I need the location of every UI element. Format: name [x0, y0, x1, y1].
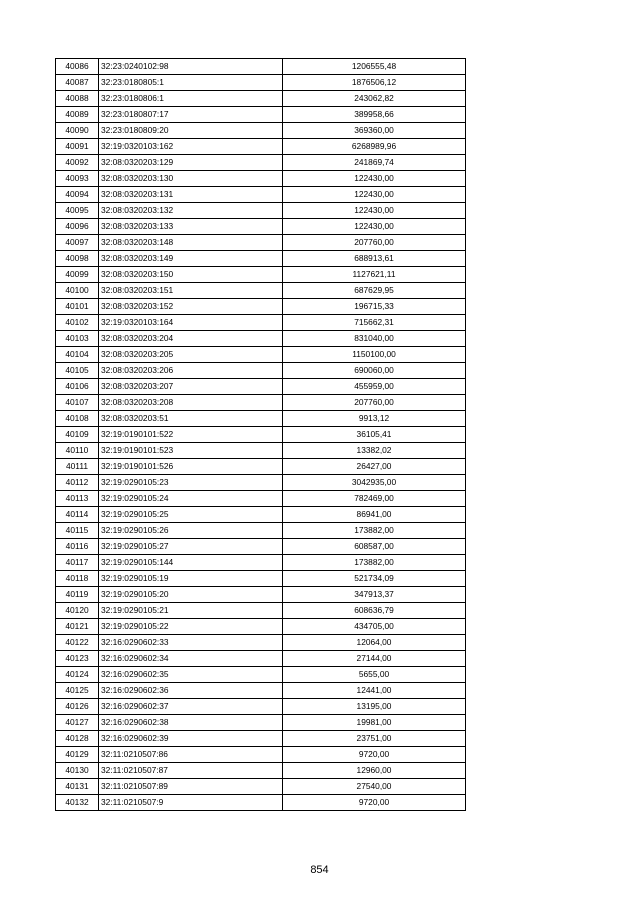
row-number-cell: 40099	[56, 267, 99, 283]
cadastral-number-cell: 32:08:0320203:133	[99, 219, 283, 235]
row-number-cell: 40117	[56, 555, 99, 571]
cadastral-number-cell: 32:08:0320203:206	[99, 363, 283, 379]
value-cell: 9720,00	[283, 795, 466, 811]
row-number-cell: 40121	[56, 619, 99, 635]
table-body	[56, 59, 466, 811]
table-row	[56, 379, 466, 395]
table-row	[56, 299, 466, 315]
value-cell: 86941,00	[283, 507, 466, 523]
cadastral-number-cell: 32:19:0290105:23	[99, 475, 283, 491]
row-number-cell: 40086	[56, 59, 99, 75]
row-number-cell: 40130	[56, 763, 99, 779]
cadastral-number-cell: 32:08:0320203:130	[99, 171, 283, 187]
row-number-cell: 40115	[56, 523, 99, 539]
cadastral-number-cell: 32:19:0190101:526	[99, 459, 283, 475]
value-cell: 12441,00	[283, 683, 466, 699]
row-number-cell: 40091	[56, 139, 99, 155]
row-number-cell: 40101	[56, 299, 99, 315]
cadastre-table-container	[55, 58, 466, 811]
value-cell: 207760,00	[283, 235, 466, 251]
page-number: 854	[310, 864, 329, 876]
value-cell: 173882,00	[283, 523, 466, 539]
value-cell: 3042935,00	[283, 475, 466, 491]
table-row	[56, 363, 466, 379]
cadastral-number-cell: 32:19:0290105:26	[99, 523, 283, 539]
row-number-cell: 40125	[56, 683, 99, 699]
row-number-cell: 40124	[56, 667, 99, 683]
value-cell: 688913,61	[283, 251, 466, 267]
value-cell: 347913,37	[283, 587, 466, 603]
table-row	[56, 683, 466, 699]
value-cell: 13195,00	[283, 699, 466, 715]
cadastral-number-cell: 32:19:0290105:20	[99, 587, 283, 603]
table-row	[56, 715, 466, 731]
row-number-cell: 40126	[56, 699, 99, 715]
table-row	[56, 139, 466, 155]
row-number-cell: 40088	[56, 91, 99, 107]
value-cell: 1876506,12	[283, 75, 466, 91]
row-number-cell: 40102	[56, 315, 99, 331]
table-row	[56, 91, 466, 107]
table-row	[56, 427, 466, 443]
cadastral-number-cell: 32:08:0320203:204	[99, 331, 283, 347]
row-number-cell: 40093	[56, 171, 99, 187]
cadastral-number-cell: 32:19:0290105:22	[99, 619, 283, 635]
cadastral-number-cell: 32:11:0210507:89	[99, 779, 283, 795]
table-row	[56, 475, 466, 491]
value-cell: 782469,00	[283, 491, 466, 507]
value-cell: 122430,00	[283, 203, 466, 219]
cadastral-number-cell: 32:23:0180806:1	[99, 91, 283, 107]
row-number-cell: 40120	[56, 603, 99, 619]
row-number-cell: 40114	[56, 507, 99, 523]
row-number-cell: 40097	[56, 235, 99, 251]
table-row	[56, 347, 466, 363]
row-number-cell: 40129	[56, 747, 99, 763]
cadastral-number-cell: 32:16:0290602:34	[99, 651, 283, 667]
table-row	[56, 59, 466, 75]
row-number-cell: 40123	[56, 651, 99, 667]
value-cell: 1206555,48	[283, 59, 466, 75]
table-row	[56, 411, 466, 427]
table-row	[56, 619, 466, 635]
row-number-cell: 40111	[56, 459, 99, 475]
value-cell: 369360,00	[283, 123, 466, 139]
table-row	[56, 667, 466, 683]
table-row	[56, 523, 466, 539]
value-cell: 6268989,96	[283, 139, 466, 155]
value-cell: 207760,00	[283, 395, 466, 411]
value-cell: 26427,00	[283, 459, 466, 475]
row-number-cell: 40118	[56, 571, 99, 587]
cadastral-number-cell: 32:19:0290105:27	[99, 539, 283, 555]
row-number-cell: 40107	[56, 395, 99, 411]
cadastral-number-cell: 32:19:0290105:21	[99, 603, 283, 619]
value-cell: 521734,09	[283, 571, 466, 587]
row-number-cell: 40094	[56, 187, 99, 203]
table-row	[56, 155, 466, 171]
value-cell: 455959,00	[283, 379, 466, 395]
row-number-cell: 40109	[56, 427, 99, 443]
table-row	[56, 315, 466, 331]
row-number-cell: 40119	[56, 587, 99, 603]
table-row	[56, 539, 466, 555]
cadastre-table	[55, 58, 466, 811]
table-row	[56, 587, 466, 603]
table-row	[56, 107, 466, 123]
value-cell: 12960,00	[283, 763, 466, 779]
cadastral-number-cell: 32:08:0320203:205	[99, 347, 283, 363]
cadastral-number-cell: 32:23:0180807:17	[99, 107, 283, 123]
row-number-cell: 40108	[56, 411, 99, 427]
row-number-cell: 40106	[56, 379, 99, 395]
value-cell: 27540,00	[283, 779, 466, 795]
table-row	[56, 491, 466, 507]
value-cell: 5655,00	[283, 667, 466, 683]
cadastral-number-cell: 32:08:0320203:132	[99, 203, 283, 219]
table-row	[56, 459, 466, 475]
row-number-cell: 40098	[56, 251, 99, 267]
table-row	[56, 747, 466, 763]
row-number-cell: 40116	[56, 539, 99, 555]
table-row	[56, 571, 466, 587]
table-row	[56, 395, 466, 411]
row-number-cell: 40104	[56, 347, 99, 363]
table-row	[56, 123, 466, 139]
value-cell: 19981,00	[283, 715, 466, 731]
table-row	[56, 203, 466, 219]
value-cell: 389958,66	[283, 107, 466, 123]
cadastral-number-cell: 32:16:0290602:39	[99, 731, 283, 747]
value-cell: 241869,74	[283, 155, 466, 171]
cadastral-number-cell: 32:11:0210507:87	[99, 763, 283, 779]
row-number-cell: 40103	[56, 331, 99, 347]
cadastral-number-cell: 32:16:0290602:35	[99, 667, 283, 683]
row-number-cell: 40122	[56, 635, 99, 651]
row-number-cell: 40110	[56, 443, 99, 459]
value-cell: 1150100,00	[283, 347, 466, 363]
cadastral-number-cell: 32:19:0320103:164	[99, 315, 283, 331]
row-number-cell: 40131	[56, 779, 99, 795]
cadastral-number-cell: 32:19:0320103:162	[99, 139, 283, 155]
cadastral-number-cell: 32:19:0290105:144	[99, 555, 283, 571]
value-cell: 243062,82	[283, 91, 466, 107]
table-row	[56, 635, 466, 651]
value-cell: 608636,79	[283, 603, 466, 619]
table-row	[56, 507, 466, 523]
row-number-cell: 40090	[56, 123, 99, 139]
cadastral-number-cell: 32:08:0320203:131	[99, 187, 283, 203]
cadastral-number-cell: 32:19:0290105:19	[99, 571, 283, 587]
cadastral-number-cell: 32:08:0320203:207	[99, 379, 283, 395]
row-number-cell: 40096	[56, 219, 99, 235]
row-number-cell: 40128	[56, 731, 99, 747]
value-cell: 122430,00	[283, 187, 466, 203]
cadastral-number-cell: 32:16:0290602:38	[99, 715, 283, 731]
table-row	[56, 795, 466, 811]
table-row	[56, 555, 466, 571]
value-cell: 434705,00	[283, 619, 466, 635]
row-number-cell: 40095	[56, 203, 99, 219]
value-cell: 122430,00	[283, 219, 466, 235]
value-cell: 690060,00	[283, 363, 466, 379]
cadastral-number-cell: 32:16:0290602:36	[99, 683, 283, 699]
table-row	[56, 235, 466, 251]
cadastral-number-cell: 32:19:0290105:25	[99, 507, 283, 523]
cadastral-number-cell: 32:08:0320203:51	[99, 411, 283, 427]
table-row	[56, 251, 466, 267]
value-cell: 9913,12	[283, 411, 466, 427]
row-number-cell: 40089	[56, 107, 99, 123]
row-number-cell: 40112	[56, 475, 99, 491]
table-row	[56, 699, 466, 715]
row-number-cell: 40127	[56, 715, 99, 731]
cadastral-number-cell: 32:19:0190101:522	[99, 427, 283, 443]
table-row	[56, 187, 466, 203]
cadastral-number-cell: 32:23:0180805:1	[99, 75, 283, 91]
cadastral-number-cell: 32:08:0320203:148	[99, 235, 283, 251]
cadastral-number-cell: 32:16:0290602:37	[99, 699, 283, 715]
row-number-cell: 40132	[56, 795, 99, 811]
table-row	[56, 219, 466, 235]
value-cell: 36105,41	[283, 427, 466, 443]
value-cell: 9720,00	[283, 747, 466, 763]
value-cell: 831040,00	[283, 331, 466, 347]
row-number-cell: 40105	[56, 363, 99, 379]
cadastral-number-cell: 32:11:0210507:9	[99, 795, 283, 811]
cadastral-number-cell: 32:19:0290105:24	[99, 491, 283, 507]
table-row	[56, 763, 466, 779]
table-row	[56, 731, 466, 747]
table-row	[56, 779, 466, 795]
value-cell: 687629,95	[283, 283, 466, 299]
value-cell: 173882,00	[283, 555, 466, 571]
table-row	[56, 651, 466, 667]
table-row	[56, 443, 466, 459]
value-cell: 196715,33	[283, 299, 466, 315]
row-number-cell: 40113	[56, 491, 99, 507]
cadastral-number-cell: 32:08:0320203:129	[99, 155, 283, 171]
cadastral-number-cell: 32:08:0320203:149	[99, 251, 283, 267]
value-cell: 122430,00	[283, 171, 466, 187]
cadastral-number-cell: 32:08:0320203:152	[99, 299, 283, 315]
table-row	[56, 283, 466, 299]
row-number-cell: 40100	[56, 283, 99, 299]
row-number-cell: 40092	[56, 155, 99, 171]
table-row	[56, 603, 466, 619]
cadastral-number-cell: 32:08:0320203:208	[99, 395, 283, 411]
cadastral-number-cell: 32:23:0240102:98	[99, 59, 283, 75]
cadastral-number-cell: 32:08:0320203:150	[99, 267, 283, 283]
value-cell: 13382,02	[283, 443, 466, 459]
cadastral-number-cell: 32:23:0180809:20	[99, 123, 283, 139]
row-number-cell: 40087	[56, 75, 99, 91]
value-cell: 715662,31	[283, 315, 466, 331]
value-cell: 1127621,11	[283, 267, 466, 283]
cadastral-number-cell: 32:16:0290602:33	[99, 635, 283, 651]
table-row	[56, 171, 466, 187]
table-row	[56, 331, 466, 347]
value-cell: 27144,00	[283, 651, 466, 667]
cadastral-number-cell: 32:08:0320203:151	[99, 283, 283, 299]
table-row	[56, 267, 466, 283]
table-row	[56, 75, 466, 91]
value-cell: 12064,00	[283, 635, 466, 651]
cadastral-number-cell: 32:19:0190101:523	[99, 443, 283, 459]
value-cell: 23751,00	[283, 731, 466, 747]
cadastral-number-cell: 32:11:0210507:86	[99, 747, 283, 763]
value-cell: 608587,00	[283, 539, 466, 555]
